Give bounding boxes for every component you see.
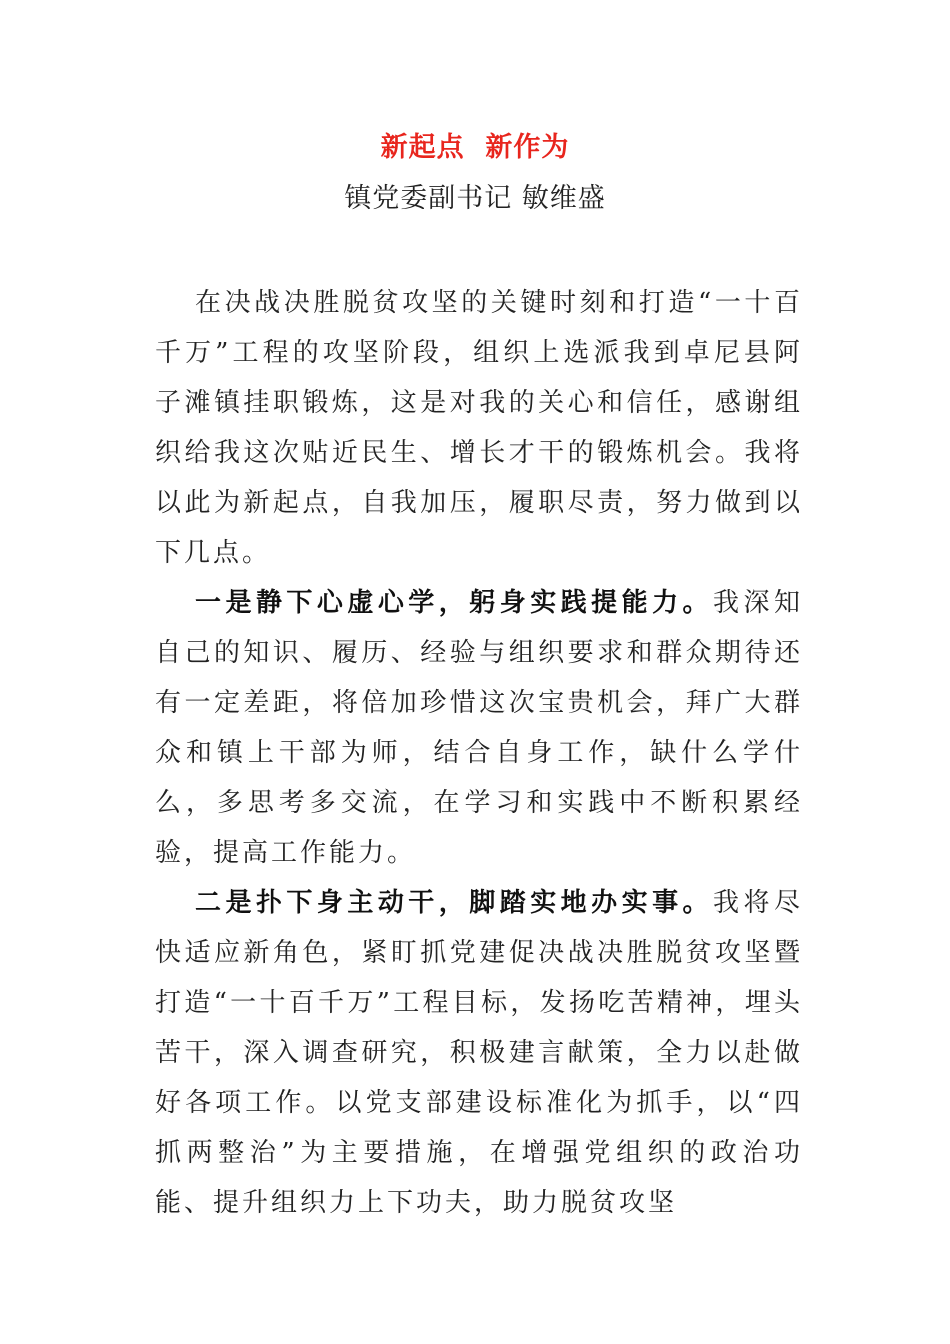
paragraph-point-one (155, 578, 803, 878)
paragraph-point-two-heading: 二是扑下身主动干，脚踏实地办实事。 (195, 888, 714, 918)
paragraph-point-one-text: 我深知自己的知识、履历、经验与组织要求和群众期待还有一定差距，将倍加珍惜这次宝贵机会，拜广大群众和镇上干部为师，结合自身工作，缺什么学什么，多思考多交流，在学习和实践中不断积累经验，提高工作能力。 (155, 588, 803, 868)
paragraph-intro-text: 在决战决胜脱贫攻坚的关键时刻和打造“一十百千万”工程的攻坚阶段，组织上选派我到卓尼县阿子滩镇挂职锻炼，这是对我的关心和信任，感谢组织给我这次贴近民生、增长才干的锻炼机会。我将以此为新起点，自我加压，履职尽责，努力做到以下几点。 (155, 288, 803, 568)
paragraph-point-two (155, 878, 803, 1228)
paragraph-point-one-heading: 一是静下心虚心学，躬身实践提能力。 (195, 588, 714, 618)
document-body (155, 278, 803, 1228)
paragraph-point-two-text: 我将尽快适应新角色，紧盯抓党建促决战决胜脱贫攻坚暨打造“一十百千万”工程目标，发扬吃苦精神，埋头苦干，深入调查研究，积极建言献策，全力以赴做好各项工作。以党支部建设标准化为抓手，以“四抓两整治”为主要措施，在增强党组织的政治功能、提升组织力上下功夫，助力脱贫攻坚 (155, 888, 803, 1218)
document-title: 新起点 新作为 (380, 132, 570, 163)
paragraph-intro (155, 278, 803, 578)
document-byline: 镇党委副书记 敏维盛 (344, 183, 606, 214)
